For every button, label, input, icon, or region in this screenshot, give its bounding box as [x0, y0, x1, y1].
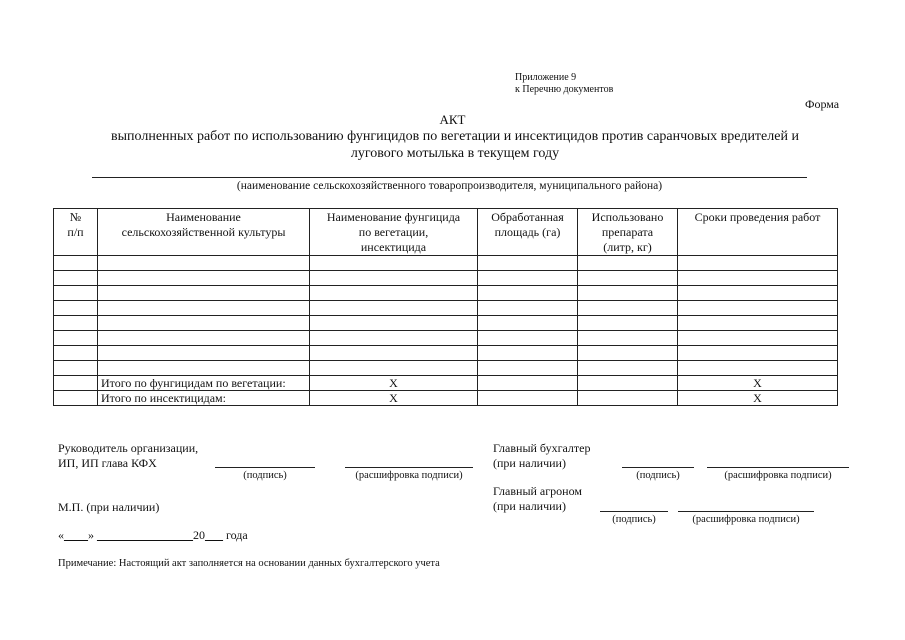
table-cell[interactable] [678, 316, 838, 331]
col-area: Обработанная площадь (га) [478, 209, 578, 256]
table-cell[interactable] [310, 301, 478, 316]
table-cell[interactable] [678, 301, 838, 316]
accountant-line-2: (при наличии) [493, 456, 566, 470]
table-row [54, 256, 838, 271]
table-cell[interactable] [310, 331, 478, 346]
agronomist-signature-caption: (подпись) [612, 514, 656, 525]
table-cell[interactable] [310, 256, 478, 271]
col-used: Использовано препарата (литр, кг) [578, 209, 678, 256]
form-label: Форма [805, 97, 840, 111]
agronomist-signature-line[interactable] [600, 511, 668, 512]
accountant-signature-caption: (подпись) [636, 470, 680, 481]
head-line-2: ИП, ИП глава КФХ [58, 456, 157, 470]
table-cell[interactable] [54, 271, 98, 286]
table-cell[interactable] [578, 316, 678, 331]
table-cell[interactable] [578, 301, 678, 316]
table-cell[interactable] [578, 286, 678, 301]
table-cell[interactable] [478, 346, 578, 361]
footnote: Примечание: Настоящий акт заполняется на основании данных бухгалтерского учета [58, 558, 440, 569]
table-cell[interactable] [310, 271, 478, 286]
table-cell[interactable] [310, 286, 478, 301]
table-cell[interactable] [98, 271, 310, 286]
date-line[interactable]: «____» ________________20___ года [58, 528, 248, 542]
table-cell[interactable] [54, 316, 98, 331]
table-cell[interactable] [478, 256, 578, 271]
total-insecticides-x: X [310, 391, 478, 406]
document-type: АКТ [439, 112, 466, 127]
total-fungicides-x: X [310, 376, 478, 391]
table-cell[interactable] [98, 256, 310, 271]
table-cell[interactable] [678, 361, 838, 376]
table-cell[interactable] [678, 346, 838, 361]
table-cell[interactable] [310, 361, 478, 376]
table-cell[interactable] [54, 301, 98, 316]
table-row [54, 346, 838, 361]
agronomist-line-2: (при наличии) [493, 499, 566, 513]
head-decoding-caption: (расшифровка подписи) [355, 470, 463, 481]
agronomist-line-1: Главный агроном [493, 484, 582, 498]
stamp-label: М.П. (при наличии) [58, 500, 160, 514]
head-decoding-line[interactable] [345, 467, 473, 468]
col-dates: Сроки проведения работ [678, 209, 838, 256]
table-cell[interactable] [578, 361, 678, 376]
table-row [54, 361, 838, 376]
table-row [54, 301, 838, 316]
table-cell[interactable] [54, 256, 98, 271]
col-preparation: Наименование фунгицида по вегетации, инсектицида [310, 209, 478, 256]
title-line-2: лугового мотылька в текущем году [350, 146, 560, 161]
table-row [54, 271, 838, 286]
table-cell[interactable] [578, 346, 678, 361]
agronomist-decoding-line[interactable] [678, 511, 814, 512]
table-cell[interactable] [478, 361, 578, 376]
table-cell[interactable] [478, 271, 578, 286]
accountant-signature-line[interactable] [622, 467, 694, 468]
table-cell[interactable] [98, 331, 310, 346]
accountant-label [493, 441, 590, 471]
producer-name-line[interactable] [92, 177, 807, 178]
table-row [54, 331, 838, 346]
table-cell[interactable] [54, 361, 98, 376]
table-cell[interactable] [478, 316, 578, 331]
table-cell[interactable] [478, 331, 578, 346]
agronomist-label [493, 484, 582, 514]
table-cell[interactable] [98, 346, 310, 361]
head-line-1: Руководитель организации, [58, 441, 199, 455]
total-fungicides-row [54, 376, 838, 391]
table-cell[interactable] [310, 316, 478, 331]
table-cell[interactable] [54, 346, 98, 361]
title-line-1: выполненных работ по использованию фунгицидов по вегетации и инсектицидов против саранчовых вредителей и [111, 129, 799, 144]
appendix-list: к Перечню документов [515, 84, 614, 95]
total-fungicides-dates-x: X [678, 376, 838, 391]
table-cell[interactable] [678, 331, 838, 346]
table-cell[interactable] [478, 286, 578, 301]
table-header-row [54, 209, 838, 256]
table-cell[interactable] [310, 346, 478, 361]
works-table [53, 208, 838, 406]
producer-caption: (наименование сельскохозяйственного товаропроизводителя, муниципального района) [236, 180, 663, 192]
agronomist-decoding-caption: (расшифровка подписи) [692, 514, 800, 525]
table-cell[interactable] [98, 286, 310, 301]
accountant-line-1: Главный бухгалтер [493, 441, 591, 455]
accountant-decoding-line[interactable] [707, 467, 849, 468]
table-cell[interactable] [98, 316, 310, 331]
col-number: № п/п [54, 209, 98, 256]
accountant-decoding-caption: (расшифровка подписи) [724, 470, 832, 481]
table-cell[interactable] [678, 256, 838, 271]
head-signature-caption: (подпись) [243, 470, 287, 481]
table-row [54, 286, 838, 301]
total-insecticides-row [54, 391, 838, 406]
document-title [60, 128, 850, 162]
table-cell[interactable] [578, 331, 678, 346]
table-cell[interactable] [678, 286, 838, 301]
appendix-reference [515, 72, 613, 96]
table-cell[interactable] [578, 271, 678, 286]
table-cell[interactable] [678, 271, 838, 286]
head-signature-label [58, 441, 198, 471]
total-fungicides-label: Итого по фунгицидам по вегетации: [98, 376, 310, 391]
table-row [54, 316, 838, 331]
table-cell[interactable] [54, 286, 98, 301]
table-cell[interactable] [478, 301, 578, 316]
table-cell[interactable] [98, 361, 310, 376]
col-crop: Наименование сельскохозяйственной культуры [98, 209, 310, 256]
total-insecticides-dates-x: X [678, 391, 838, 406]
appendix-number: Приложение 9 [515, 72, 577, 83]
table-cell[interactable] [578, 256, 678, 271]
head-signature-line[interactable] [215, 467, 315, 468]
table-cell[interactable] [98, 301, 310, 316]
table-cell[interactable] [54, 331, 98, 346]
total-insecticides-label: Итого по инсектицидам: [98, 391, 310, 406]
